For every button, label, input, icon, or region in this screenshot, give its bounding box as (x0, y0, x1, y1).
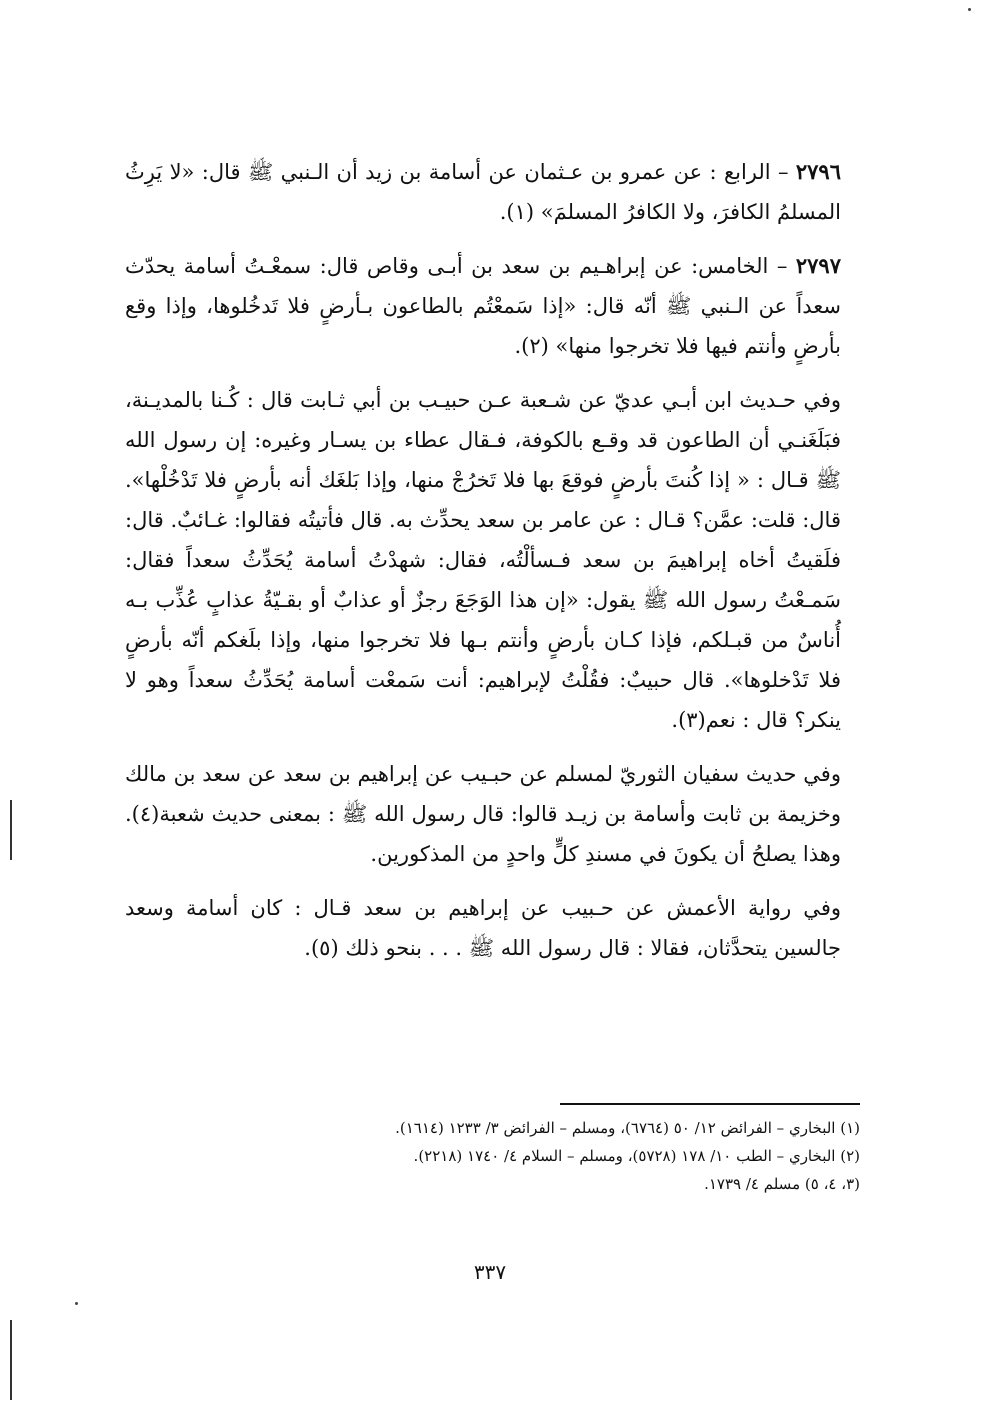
footnote-divider (560, 1103, 860, 1105)
narration-text: وفي حديث سفيان الثوريّ لمسلم عن حبـيب عن إبراهيم بن سعد عن سعد بن مالك وخزيمة بن ثابت وأسامة بن زيـد قالوا: قال رسول الله ﷺ : بمعنى حديث شعبة(٤). وهذا يصلحُ أن يكونَ في مسندِ كلٍّ واحدٍ من المذكورين. (125, 762, 841, 866)
narration-paragraph (125, 380, 841, 740)
hadith-paragraph-2797 (125, 246, 841, 366)
narration-paragraph (125, 754, 841, 874)
footnotes (280, 1114, 860, 1198)
narration-paragraph (125, 888, 841, 968)
hadith-text: – الرابع : عن عمرو بن عـثمان عن أسامة بن زيد أن الـنبي ﷺ قال: «لا يَرِثُ المسلمُ الكافرَ، ولا الكافرُ المسلمَ» (١). (125, 160, 841, 224)
footnote-2: (٢) البخاري – الطب ١٠/ ١٧٨ (٥٧٢٨)، ومسلم – السلام ٤/ ١٧٤٠ (٢٢١٨). (413, 1147, 860, 1165)
hadith-paragraph-2796 (125, 152, 841, 232)
footnote-3: (٣، ٤، ٥) مسلم ٤/ ١٧٣٩. (704, 1175, 860, 1193)
scan-margin-mark (10, 800, 12, 860)
hadith-text: – الخامس: عن إبراهـيم بن سعد بن أبـى وقاص قال: سمعْـتُ أسامة يحدّث سعداً عن الـنبي ﷺ أنّه قال: «إذا سَمعْتُم بالطاعون بـأرضٍ فلا تَدخُلوها، وإذا وقع بأرضٍ وأنتم فيها فلا تخرجوا منها» (٢). (125, 254, 841, 358)
scan-margin-mark (10, 1320, 12, 1400)
footnote-1: (١) البخاري – الفرائض ١٢/ ٥٠ (٦٧٦٤)، ومسلم – الفرائض ٣/ ١٢٣٣ (١٦١٤). (395, 1119, 860, 1137)
narration-text: وفي حـديث ابن أبـي عديّ عن شـعبة عـن حبيـب بن أبي ثـابت قال : كُـنا بالمديـنة، فبَلَغَنـي أن الطاعون قد وقـع بالكوفة، فـقال عطاء بن يسـار وغيره: إن رسول الله ﷺ قـال : « إذا كُنتَ بأرضٍ فوقعَ بها فلا تَخرُجْ منها، وإذا بَلغَك أنه بأرضٍ فلا تَدْخُلْها». قال: قلت: عمَّن؟ قـال : عن عامر بن سعد يحدِّث به. قال فأتيتُه فقالوا: غـائبٌ. قال: فلَقيتُ أخاه إبراهيمَ بن سعد فـسألْتُه، فقال: شهدْتُ أسامة يُحَدِّثُ سعداً فقال: سَمـعْتُ رسول الله ﷺ يقول: «إن هذا الوَجَعَ رجزٌ أو عذابٌ أو بقـيّةُ عذابٍ عُذِّب بـه أُناسٌ من قبـلكم، فإذا كـان بأرضٍ وأنتم بـها فلا تخرجوا منها، وإذا بلَغكم أنّه بأرضٍ فلا تَدْخلوها». قال حبيبٌ: فقُلْتُ لإبراهيم: أنت سَمعْت أسامة يُحَدِّثُ سعداً وهو لا ينكر؟ قال : نعم(٣). (125, 388, 841, 732)
narration-text: وفي رواية الأعمش عن حـبيب عن إبراهيم بن سعد قـال : كان أسامة وسعد جالسين يتحدَّثان، فقالا : قال رسول الله ﷺ . . . بنحو ذلك (٥). (125, 896, 841, 960)
main-text (125, 152, 841, 982)
scan-speck (968, 8, 971, 11)
hadith-number: ٢٧٩٦ (795, 159, 841, 184)
hadith-number: ٢٧٩٧ (795, 253, 841, 278)
scan-speck (75, 1302, 78, 1305)
page-number: ٣٣٧ (473, 1260, 507, 1284)
